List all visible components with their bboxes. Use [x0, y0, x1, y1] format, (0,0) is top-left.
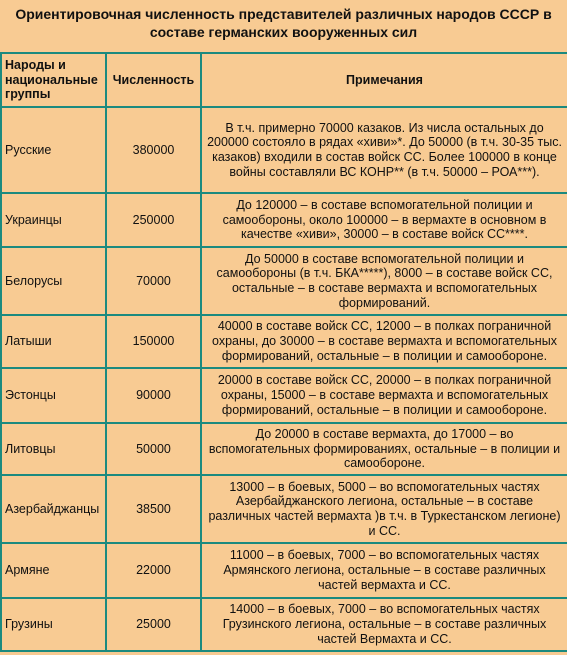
- note-cell: До 120000 – в составе вспомогательной полиции и самообороны, около 100000 – в вермахте в основном в качестве «хиви», 30000 – в составе войск СС****.: [201, 193, 567, 247]
- table-row: [1, 368, 567, 423]
- people-cell: Русские: [1, 107, 106, 193]
- column-header-notes: Примечания: [201, 53, 567, 107]
- note-cell: 40000 в составе войск СС, 12000 – в полках пограничной охраны, до 30000 – в составе вермахта и вспомогательных формирований, остальные – в полиции и самообороне.: [201, 315, 567, 368]
- count-cell: 38500: [106, 475, 201, 543]
- table-row: [1, 107, 567, 193]
- note-cell: В т.ч. примерно 70000 казаков. Из числа остальных до 200000 состояло в рядах «хиви»*. До 50000 (в т.ч. 30-35 тыс. казаков) входили в состав войск СС. Более 100000 в конце войны составляли ВС КОНР** (в т.ч. 50000 – РОА***).: [201, 107, 567, 193]
- people-cell: Грузины: [1, 598, 106, 651]
- count-cell: 250000: [106, 193, 201, 247]
- count-cell: 50000: [106, 423, 201, 475]
- people-cell: Армяне: [1, 543, 106, 598]
- people-cell: Белорусы: [1, 247, 106, 315]
- note-cell: 13000 – в боевых, 5000 – во вспомогательных частях Азербайджанского легиона, остальные – в составе различных частей вермахта )в т.ч. в Туркестанском легионе) и СС.: [201, 475, 567, 543]
- table-row: [1, 475, 567, 543]
- column-header-people: Народы и национальные группы: [1, 53, 106, 107]
- people-cell: Литовцы: [1, 423, 106, 475]
- note-cell: 20000 в составе войск СС, 20000 – в полках пограничной охраны, 15000 – в составе вермахта и вспомогательных формирований, остальные – в полиции и самообороне.: [201, 368, 567, 423]
- people-cell: Украинцы: [1, 193, 106, 247]
- nationality-table: [0, 52, 567, 652]
- people-cell: Азербайджанцы: [1, 475, 106, 543]
- note-cell: До 20000 в составе вермахта, до 17000 – во вспомогательных формированиях, остальные – в полиции и самообороне.: [201, 423, 567, 475]
- note-cell: 11000 – в боевых, 7000 – во вспомогательных частях Армянского легиона, остальные – в составе различных частей вермахта и СС.: [201, 543, 567, 598]
- count-cell: 25000: [106, 598, 201, 651]
- table-row: [1, 247, 567, 315]
- note-cell: До 50000 в составе вспомогательной полиции и самообороны (в т.ч. БКА*****), 8000 – в составе войск СС, остальные – в составе вермахта и вспомогательных формирований.: [201, 247, 567, 315]
- column-header-count: Численность: [106, 53, 201, 107]
- table-row: [1, 193, 567, 247]
- count-cell: 380000: [106, 107, 201, 193]
- note-cell: 14000 – в боевых, 7000 – во вспомогательных частях Грузинского легиона, остальные – в составе различных частей Вермахта и СС.: [201, 598, 567, 651]
- count-cell: 70000: [106, 247, 201, 315]
- table-row: [1, 598, 567, 651]
- table-row: [1, 543, 567, 598]
- people-cell: Эстонцы: [1, 368, 106, 423]
- table-header-row: [1, 53, 567, 107]
- count-cell: 22000: [106, 543, 201, 598]
- people-cell: Латыши: [1, 315, 106, 368]
- table-row: [1, 315, 567, 368]
- count-cell: 150000: [106, 315, 201, 368]
- table-row: [1, 423, 567, 475]
- count-cell: 90000: [106, 368, 201, 423]
- page-title: Ориентировочная численность представителей различных народов СССР в составе германских вооруженных сил: [15, 6, 552, 40]
